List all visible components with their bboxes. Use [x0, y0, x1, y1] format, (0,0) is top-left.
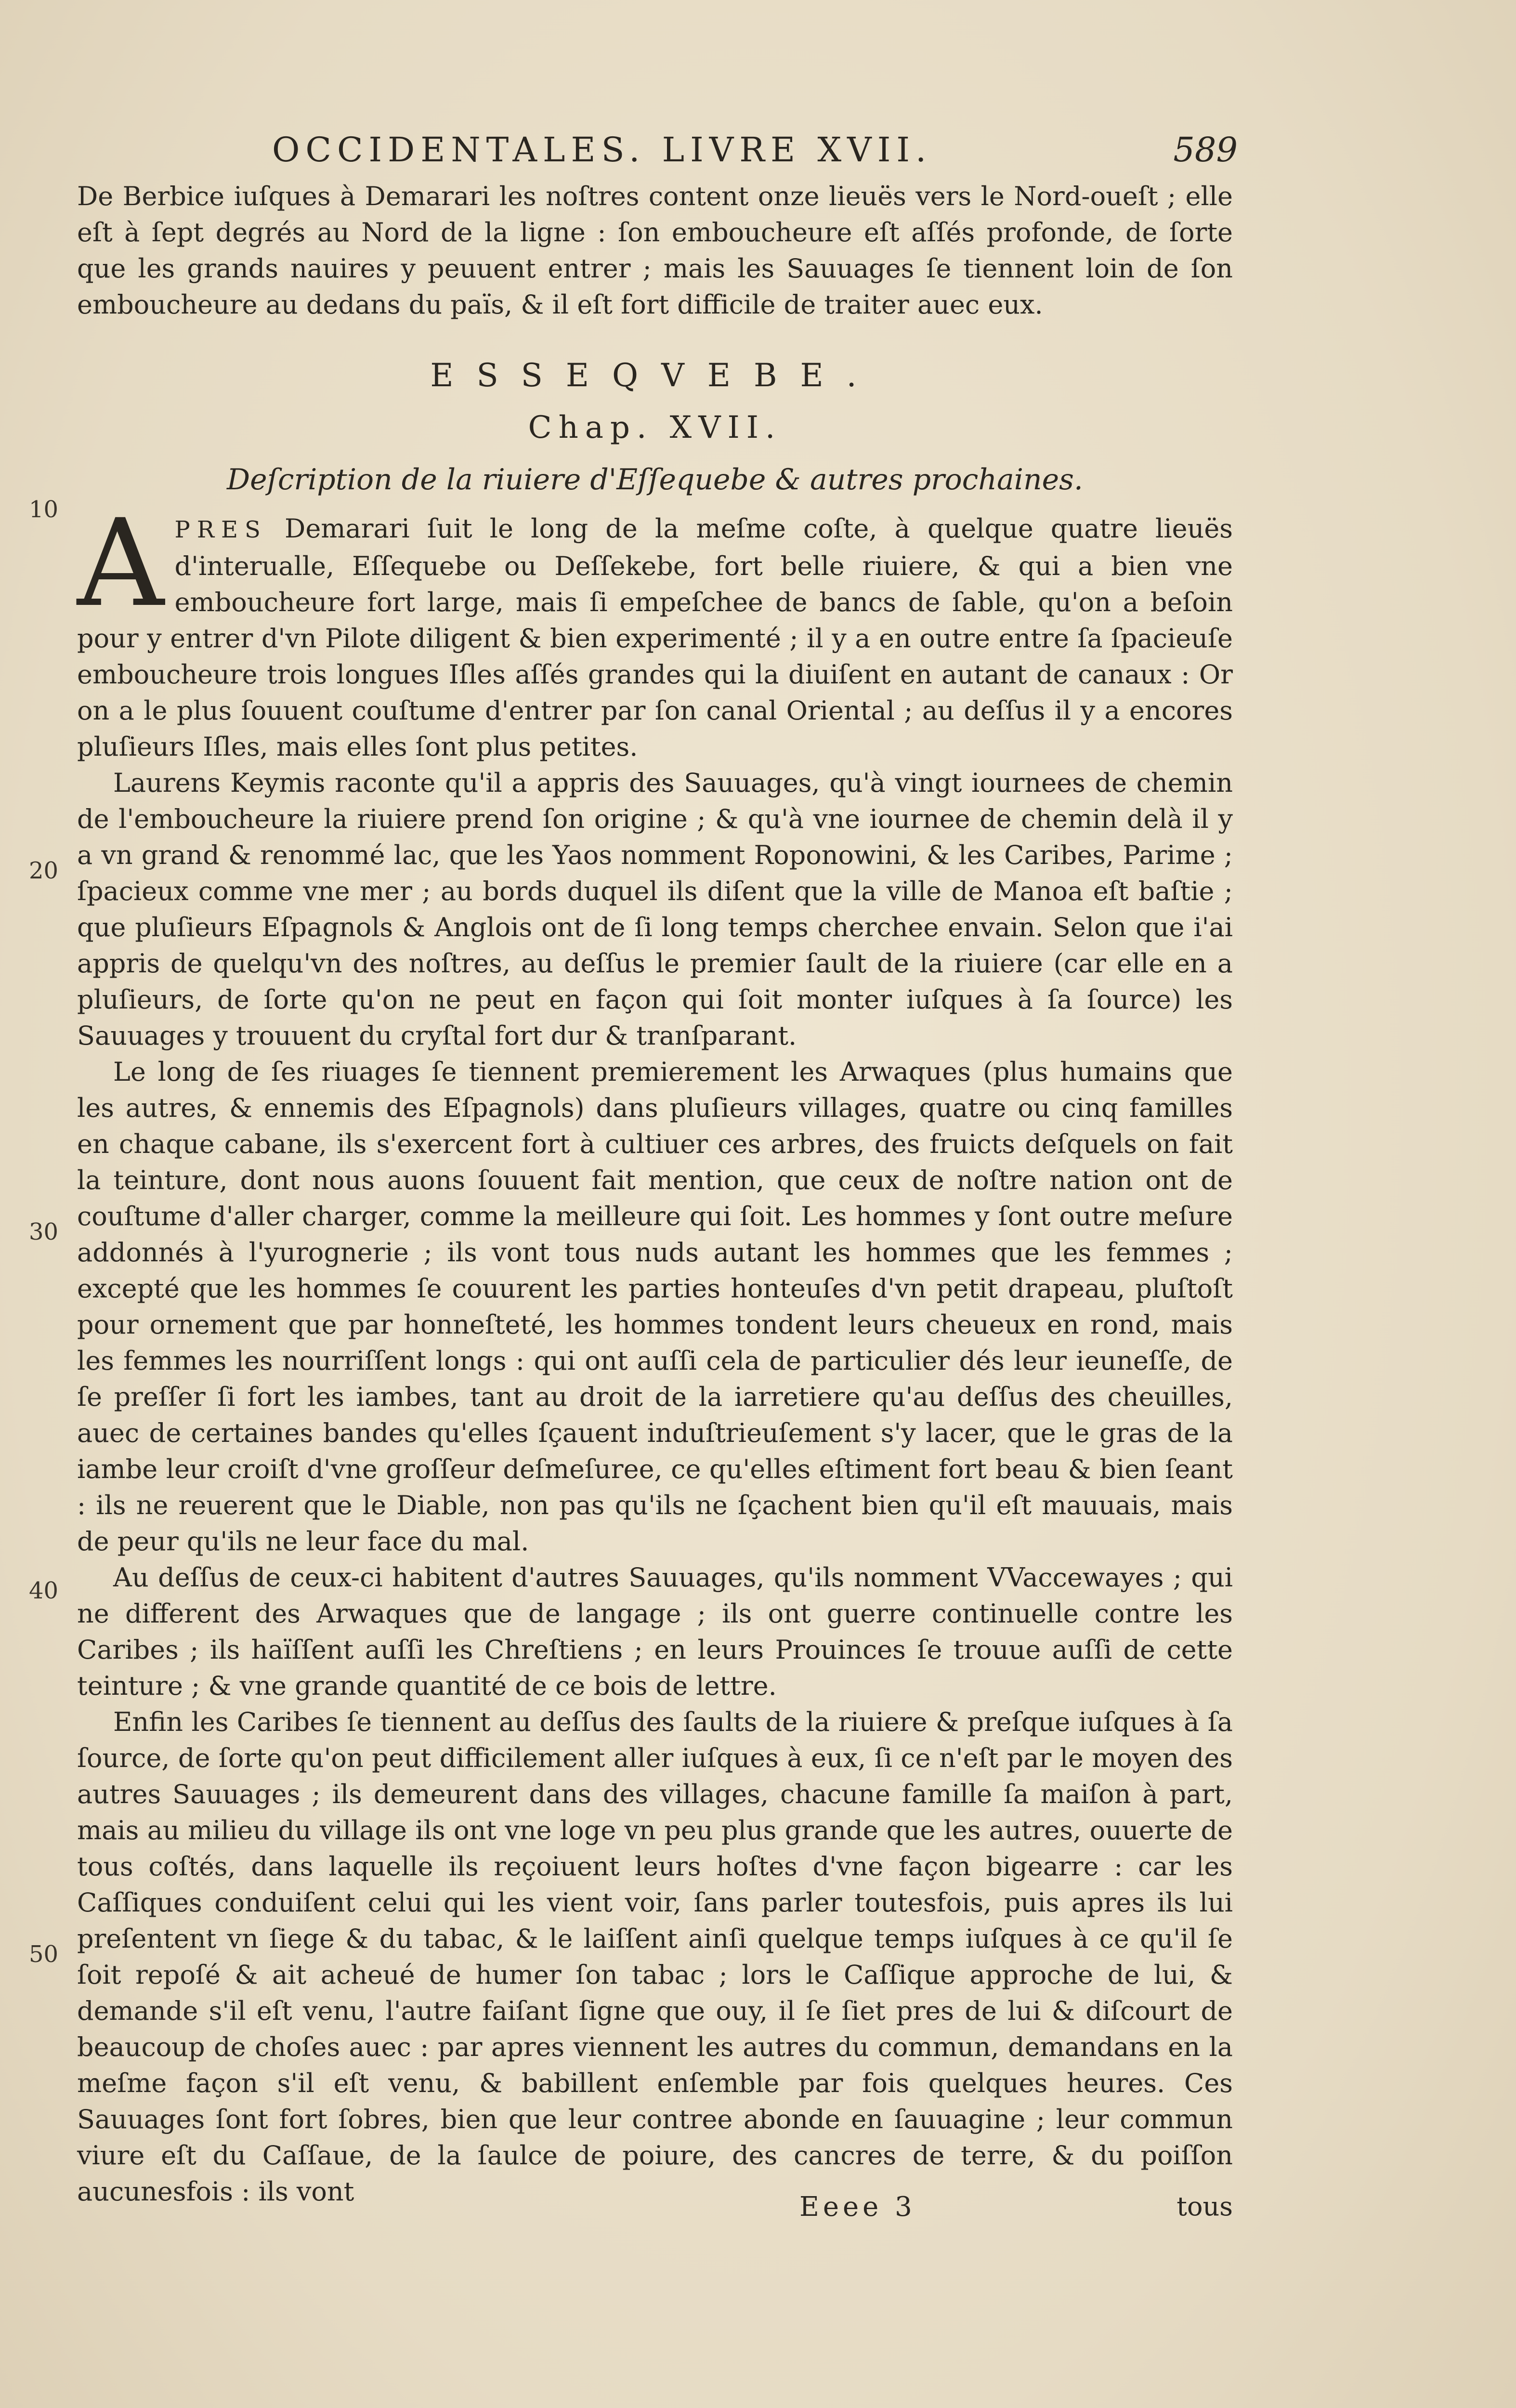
catchword: tous — [1176, 2191, 1233, 2222]
page-number: 589 — [1173, 130, 1238, 170]
page-header — [77, 130, 1238, 183]
section-title: ESSEQVEBE. — [430, 357, 880, 394]
line-number-10: 10 — [29, 496, 59, 523]
drop-cap: A — [77, 493, 164, 633]
chapter-title: Deſcription de la riuiere d'Eſſequebe & autres prochaines. — [227, 463, 1083, 497]
page-footer — [77, 2191, 1233, 2230]
intro-paragraph: De Berbice iuſques à Demarari les noſtres content onze lieuës vers le Nord-oueſt ; elle eſt à ſept degrés au Nord de la ligne : ſon emboucheure eſt aſſés profonde, de ſorte que les grands nauires y peuuent entrer ; mais les Sauuages ſe tiennent loin de ſon emboucheure au dedans du païs, & il eſt fort difficile de traiter auec eux. — [77, 181, 1233, 320]
chapter-heading: Chap. XVII. — [528, 410, 782, 445]
line-number-50: 50 — [29, 1941, 59, 1968]
body-text — [77, 178, 1233, 2210]
paragraph-2: Laurens Keymis raconte qu'il a appris des Sauuages, qu'à vingt iournees de chemin de l'emboucheure la riuiere prend ſon origine ; & qu'à vne iournee de chemin delà il y a vn grand & renommé lac, que les Yaos nomment Roponowini, & les Caribes, Parime ; ſpacieux comme vne mer ; au bords duquel ils diſent que la ville de Manoa eſt baſtie ; que pluſieurs Eſpagnols & Anglois ont de ſi long temps cherchee envain. Selon que i'ai appris de quelqu'vn des noſtres, au deſſus le premier ſault de la riuiere (car elle en a pluſieurs, de ſorte qu'on ne peut en façon qui ſoit monter iuſques à ſa ſource) les Sauuages y trouuent du cryſtal fort dur & tranſparant. — [77, 768, 1233, 1051]
paragraph-5: Enfin les Caribes ſe tiennent au deſſus des ſaults de la riuiere & preſque iuſques à ſa ſource, de ſorte qu'on peut difficilement aller iuſques à eux, ſi ce n'eſt par le moyen des autres Sauuages ; ils demeurent dans des villages, chacune famille ſa maiſon à part, mais au milieu du village ils ont vne loge vn peu plus grande que les autres, ouuerte de tous coſtés, dans laquelle ils reçoiuent leurs hoſtes d'vne façon bigearre : car les Caſſiques conduiſent celui qui les vient voir, ſans parler toutesfois, puis apres ils lui preſentent vn ſiege & du tabac, & le laiſſent ainſi quelque temps iuſques à ce qu'il ſe ſoit repoſé & ait acheué de humer ſon tabac ; lors le Caſſique approche de lui, & demande s'il eſt venu, l'autre faiſant ſigne que ouy, il ſe ſiet pres de lui & diſcourt de beaucoup de choſes auec : par apres viennent les autres du commun, demandans en la meſme façon s'il eſt venu, & babillent enſemble par fois quelques heures. Ces Sauuages ſont fort ſobres, bien que leur contree abonde en ſauuagine ; leur commun viure eſt du Caſſaue, de la ſaulce de poiure, des cancres de terre, & du poiſſon aucunesfois : ils vont — [77, 1707, 1233, 2207]
paragraph-1-text: Demarari ſuit le long de la meſme coſte, à quelque quatre lieuës d'interualle, Eſſequebe ou Deſſekebe, fort belle riuiere, & qui a bien vne emboucheure fort large, mais ſi empeſchee de bancs de ſable, qu'on a beſoin pour y entrer d'vn Pilote diligent & bien experimenté ; il y a en outre entre ſa ſpacieuſe emboucheure trois longues Iſles aſſés grandes qui la diuiſent en autant de canaux : Or on a le plus ſouuent couſtume d'entrer par ſon canal Oriental ; au deſſus il y a encores pluſieurs Iſles, mais elles ſont plus petites. — [77, 513, 1233, 762]
line-number-30: 30 — [29, 1218, 59, 1245]
line-number-20: 20 — [29, 857, 59, 884]
running-head: OCCIDENTALES. LIVRE XVII. — [272, 130, 932, 170]
paragraph-1 — [77, 493, 1233, 765]
paragraph-3: Le long de ſes riuages ſe tiennent premierement les Arwaques (plus humains que les autres, & ennemis des Eſpagnols) dans pluſieurs villages, quatre ou cinq familles en chaque cabane, ils s'exercent fort à cultiuer ces arbres, des fruicts deſquels on fait la teinture, dont nous auons ſouuent fait mention, que ceux de noſtre nation ont de couſtume d'aller charger, comme la meilleure qui ſoit. Les hommes y ſont outre meſure addonnés à l'yurognerie ; ils vont tous nuds autant les hommes que les femmes ; excepté que les hommes ſe couurent les parties honteuſes d'vn petit drapeau, pluſtoſt pour ornement que par honneſteté, les hommes tondent leurs cheueux en rond, mais les femmes les nourriſſent longs : qui ont auſſi cela de particulier dés leur ieuneſſe, de ſe preſſer ſi fort les iambes, tant au droit de la iarretiere qu'au deſſus des cheuilles, auec de certaines bandes qu'elles ſçauent induſtrieuſement s'y lacer, que le gras de la iambe leur croiſt d'vne groſſeur deſmeſuree, ce qu'elles eſtiment fort beau & bien ſeant : ils ne reuerent que le Diable, non pas qu'ils ne ſçachent bien qu'il eſt mauuais, mais de peur qu'ils ne leur face du mal. — [77, 1057, 1233, 1557]
line-number-40: 40 — [29, 1577, 59, 1604]
signature-mark: Eeee 3 — [799, 2191, 916, 2223]
paragraph-4: Au deſſus de ceux-ci habitent d'autres Sauuages, qu'ils nomment VVaccewayes ; qui ne different des Arwaques que de langage ; ils ont guerre continuelle contre les Caribes ; ils haïſſent auſſi les Chreſtiens ; en leurs Prouinces ſe trouue auſſi de cette teinture ; & vne grande quantité de ce bois de lettre. — [77, 1562, 1233, 1701]
opening-smallcaps: PRES — [174, 516, 267, 543]
